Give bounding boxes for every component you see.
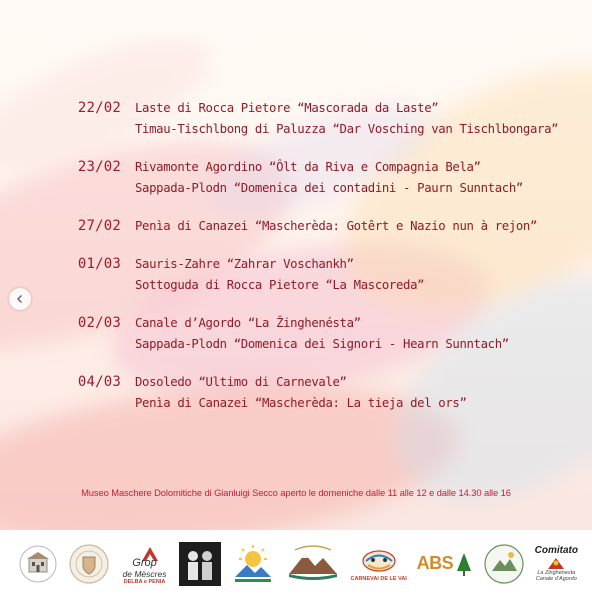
event-line: Dosoledo “Ultimo di Carnevale” xyxy=(135,375,347,389)
logo-photo-figures xyxy=(179,542,221,586)
event-entry xyxy=(56,372,566,414)
events-list xyxy=(56,98,566,431)
event-entry xyxy=(56,98,566,140)
event-line: Laste di Rocca Pietore “Mascorada da Laste” xyxy=(135,101,439,115)
abs-wordmark: ABS xyxy=(416,553,454,573)
event-line: Penìa di Canazei “Mascherèda: Gotêrt e Nazio nun à rejon” xyxy=(135,219,538,233)
event-entry xyxy=(56,216,566,237)
event-line: Penìa di Canazei “Mascherèda: La tieja del ors” xyxy=(135,396,467,410)
event-date: 02/03 xyxy=(77,315,121,331)
logo-carnevai-de-le-vai xyxy=(351,546,407,582)
comitato-title: Comitato xyxy=(534,545,578,556)
grop-subtitle: de Mèscres xyxy=(122,568,167,579)
sponsor-logos-bar xyxy=(0,530,592,597)
grop-name: Grop xyxy=(132,556,157,569)
carousel-prev-button[interactable] xyxy=(9,288,31,310)
event-entry xyxy=(56,313,566,355)
chevron-left-icon xyxy=(14,293,26,305)
event-date: 27/02 xyxy=(77,218,121,234)
event-line: Canale d’Agordo “La Žinghenésta” xyxy=(135,316,361,330)
museum-note: Museo Maschere Dolomitiche di Gianluigi Secco aperto le domeniche dalle 11 alle 12 e dalle 14.30 alle 16 xyxy=(81,487,511,498)
event-entry xyxy=(56,254,566,296)
event-entry xyxy=(56,157,566,199)
event-date: 01/03 xyxy=(77,256,121,272)
event-line: Rivamonte Agordino “Ôlt da Riva e Compagnia Bela” xyxy=(135,160,481,174)
event-line: Sauris-Zahre “Zahrar Voschankh” xyxy=(135,257,354,271)
event-line: Sappada-Plodn “Domenica dei contadini - Paurn Sunntach” xyxy=(135,181,523,195)
logo-alpine-emblem xyxy=(285,544,341,584)
event-line: Sappada-Plodn “Domenica dei Signori - Hearn Sunntach” xyxy=(135,337,509,351)
logo-sun-mountain xyxy=(231,543,275,585)
logo-abs xyxy=(417,551,474,577)
event-line: Sottoguda di Rocca Pietore “La Mascoreda” xyxy=(135,278,425,292)
logo-round-badge xyxy=(483,543,525,585)
comitato-line-1: La Zinghenesta xyxy=(537,570,576,576)
event-date: 04/03 xyxy=(77,374,121,390)
grop-place: DELBA e PENIA xyxy=(123,578,166,585)
logo-grop-de-mescres xyxy=(120,543,170,585)
event-date: 23/02 xyxy=(77,159,121,175)
logo-crest-seal xyxy=(68,543,110,585)
event-date: 22/02 xyxy=(77,100,121,116)
logo-comitato-zinghenesta xyxy=(535,545,578,582)
carnevai-caption: CARNEVAI DE LE VAI xyxy=(350,575,407,582)
logo-building xyxy=(18,544,58,584)
event-line: Timau-Tischlbong di Paluzza “Dar Vosching van Tischlbongara” xyxy=(135,122,559,136)
comitato-line-2: Canale d’Agordo xyxy=(535,576,577,582)
